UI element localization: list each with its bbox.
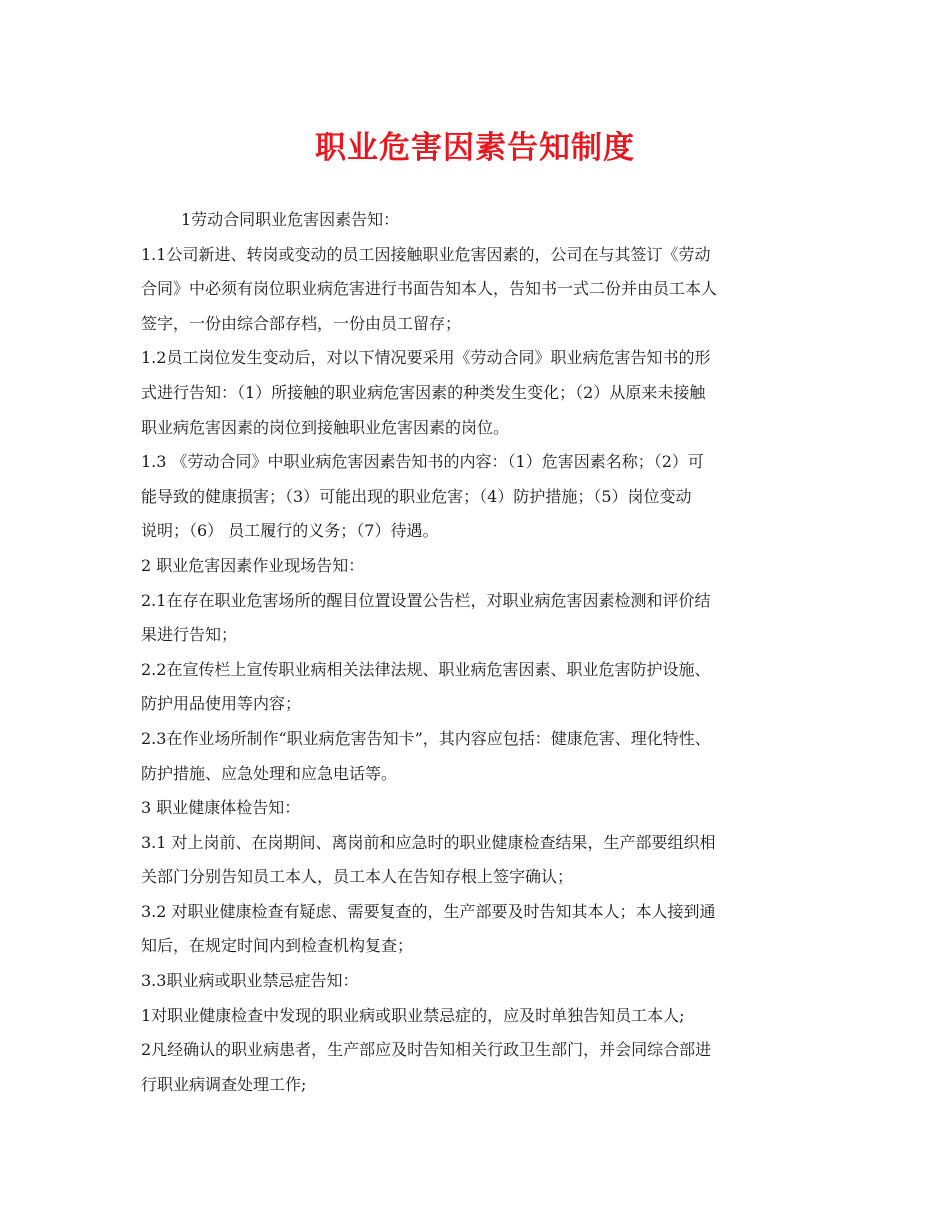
paragraph-line: 合同》中必须有岗位职业病危害进行书面告知本人，告知书一式二份并由员工本人 xyxy=(141,279,718,299)
paragraph-line: 知后，在规定时间内到检查机构复查； xyxy=(141,936,414,956)
paragraph-line: 1劳动合同职业危害因素告知： xyxy=(181,210,400,229)
paragraph-line: 1.3 《劳动合同》中职业病危害因素告知书的内容：（1）危害因素名称；（2）可 xyxy=(141,452,704,472)
paragraph-line: 3.3职业病或职业禁忌症告知： xyxy=(141,971,359,991)
paragraph-line: 关部门分别告知员工本人，员工本人在告知存根上签字确认； xyxy=(141,867,574,887)
paragraph-line: 行职业病调查处理工作; xyxy=(141,1074,307,1094)
paragraph-line: 职业病危害因素的岗位到接触职业危害因素的岗位。 xyxy=(141,417,510,437)
paragraph-line: 2凡经确认的职业病患者，生产部应及时告知相关行政卫生部门，并会同综合部进 xyxy=(141,1040,712,1060)
paragraph-line: 2 职业危害因素作业现场告知： xyxy=(141,555,365,575)
paragraph-line: 1.1公司新进、转岗或变动的员工因接触职业危害因素的，公司在与其签订《劳动 xyxy=(141,244,711,264)
paragraph-line: 3 职业健康体检告知： xyxy=(141,798,301,818)
paragraph-line: 3.2 对职业健康检查有疑虑、需要复查的，生产部要及时告知其本人；本人接到通 xyxy=(141,901,716,921)
paragraph-line: 2.2在宣传栏上宣传职业病相关法律法规、职业病危害因素、职业危害防护设施、 xyxy=(141,659,711,679)
document-body xyxy=(141,203,831,1102)
paragraph-line: 能导致的健康损害；（3）可能出现的职业危害；（4）防护措施；（5）岗位变动 xyxy=(141,486,692,506)
paragraph-line: 签字，一份由综合部存档，一份由员工留存； xyxy=(141,313,462,333)
paragraph-line: 3.1 对上岗前、在岗期间、离岗前和应急时的职业健康检查结果，生产部要组织相 xyxy=(141,832,716,852)
paragraph-line: 2.3在作业场所制作“职业病危害告知卡”，其内容应包括：健康危害、理化特性、 xyxy=(141,728,711,748)
document-title: 职业危害因素告知制度 xyxy=(315,130,635,166)
paragraph-line: 2.1在存在职业危害场所的醒目位置设置公告栏，对职业病危害因素检测和评价结 xyxy=(141,590,711,610)
paragraph-line: 说明；（6） 员工履行的义务；（7）待遇。 xyxy=(141,521,439,541)
paragraph-line: 防护用品使用等内容； xyxy=(141,694,302,714)
paragraph-line: 1.2员工岗位发生变动后，对以下情况要采用《劳动合同》职业病危害告知书的形 xyxy=(141,348,711,368)
paragraph-line: 果进行告知； xyxy=(141,625,238,645)
paragraph-line: 式进行告知：（1）所接触的职业病危害因素的种类发生变化；（2）从原来未接触 xyxy=(141,382,706,402)
paragraph-line: 防护措施、应急处理和应急电话等。 xyxy=(141,763,398,783)
paragraph-line: 1对职业健康检查中发现的职业病或职业禁忌症的，应及时单独告知员工本人; xyxy=(141,1005,685,1025)
